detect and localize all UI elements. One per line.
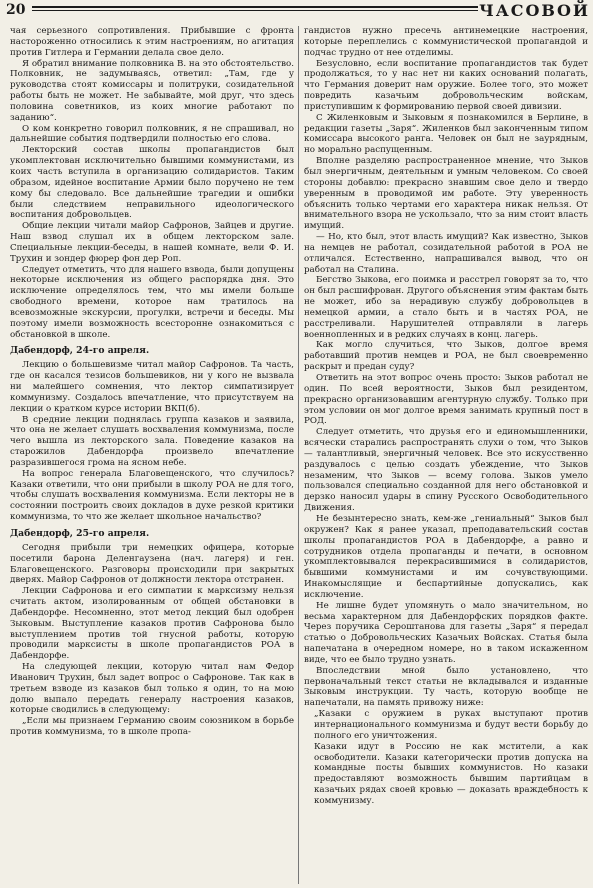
journal-title: ЧАСОВОЙ [479,1,590,20]
diary-date-heading: Дабендорф, 24-го апреля. [10,345,150,357]
paragraph: гандистов нужно пресечь антинемецкие настроения, которые переплелись с коммунистической пропагандой и подчас трудно от нее отделимы. [304,26,588,58]
diary-date-heading: Дабендорф, 25-го апреля. [10,527,150,539]
paragraph: Общие лекции читали майор Сафронов, Зайцев и другие. Наш взвод слушал их в общем лекторском зале. Специальные лекции-беседы, в нашей комнате, вели Ф. И. Трухин и зондер фюрер фон дер Роп. [10,221,294,264]
paragraph: Следует отметить, что для нашего взвода, были допущены некоторые исключения из общего распорядка дня. Это исключение определялось тем, что мы имели больше свободного времени, которое нам тратилось на всевозможные экскурсии, прогулки, встречи и беседы. Мы поэтому имели возможность всесторонне ознакомиться с обстановкой в школе. [10,264,294,340]
paragraph: Бегство Зыкова, его поимка и расстрел говорят за то, что он был расшифрован. Другого объяснения этим фактам быть не может, ибо за нерадивую службу добровольцев в немецкой армии, а стало быть и в частях РОА, не расстреливали. Нарушителей отправляли в лагерь военнопленных и в редких случаях в конц. лагерь. [304,275,588,340]
paragraph: Ответить на этот вопрос очень просто: Зыков работал не один. По всей вероятности, Зыков был резидентом, прекрасно организовавшим агентурную службу. Только при этом условии он мог долгое время занимать крупный пост в РОД. [304,373,588,427]
paragraph: Сегодня прибыли три немецких офицера, которые посетили барона Деленгаузена (нач. лагеря) и ген. Благовещенского. Разговоры происходили при закрытых дверях. Майор Сафронов от должности лектора отстранен. [10,542,294,586]
paragraph: Следует отметить, что друзья его и единомышленники, всячески старались распространять слухи о том, что Зыков — талантливый, энергичный человек. Все это искусственно раздувалось с целью создать убеждение, что Зыков незаменим, что Зыков — всему голова. Зыков умело пользовался специально созданной для него обстановкой и дерзко наносил удары в спину Русского Освободительного Движения. [304,427,588,514]
left-column [10,26,294,886]
paragraph: Впоследствии мной было установлено, что первоначальный текст статьи не вкладывался и изданные Зыковым инструкции. Ту часть, которую вообще не напечатали, на память привожу ниже: [304,665,588,709]
paragraph: Не безынтересно знать, кем-же „гениальный“ Зыков был окружен? Как я ранее указал, преподавательский состав школы пропагандистов РОА в Дабендорфе, а равно и сотрудников отдела пропаганды и печати, в основном укомплектовывался перекрасившимися в солидаристов, бывшими коммунистами и им сочувствующими. Инакомыслящие и беспартийные допускались, как исключение. [304,513,588,600]
right-column [304,26,588,886]
paragraph: Лекторский состав школы пропагандистов был укомплектован исключительно бывшими коммунистами, из коих часть вступила в организацию солидаристов. Таким образом, идейное воспитание Армии было поручено не тем кому бы следовало. Все дальнейшие трагедии и ошибки были следствием неправильного идеологического воспитания добровольцев. [10,145,294,221]
paragraph: О ком конкретно говорил полковник, я не спрашивал, но дальнейшие события подтвердили полностью его слова. [10,123,294,145]
paragraph: Лекцию о большевизме читал майор Сафронов. Та часть, где он касался тезисов большевиков, ни у кого не вызвала ни малейшего сомнения, что лектор симпатизирует коммунизму. Создалось впечатление, что присутствуем на лекции о кратком курсе истории ВКП(б). [10,360,294,414]
paragraph: Не лишне будет упомянуть о мало значительном, но весьма характерном для Дабендорфских порядков факте. Через поручика Сероштанова для газеты „Заря“ я передал статью о Добровольческих Казачьих Войсках. Статья была напечатана в очередном номере, но в таком искаженном виде, что ее было трудно узнать. [304,600,588,665]
paragraph: В средние лекции поднялась группа казаков и заявила, что она не желает слушать восхваления коммунизма, после чего вышла из лекторского зала. Поведение казаков на старожилов Дабендорфа произвело впечатление разразившегося грома на ясном небе. [10,414,294,468]
page-number: 20 [6,2,26,18]
paragraph: Вполне разделяю распространенное мнение, что Зыков был энергичным, деятельным и умным человеком. Со своей стороны добавлю: прекрасно знавшим свое дело и твердо уверенным в проводимой им работе. Эту уверенность объяснить только чертами его характера никак нельзя. От внимательного взора не ускользало, что за ним стоит власть имущий. [304,156,588,232]
paragraph: С Жиленковым и Зыковым я познакомился в Берлине, в редакции газеты „Заря“. Жиленков был законченным типом комиссара высокого ранга. Человек он был не заурядным, но морально распущенным. [304,112,588,156]
paragraph: На вопрос генерала Благовещенского, что случилось? Казаки ответили, что они прибыли в школу РОА не для того, чтобы слушать восхваления коммунизма. Если лекторы не в состоянии построить своих докладов в духе резкой критики коммунизма, то что же желает школьное начальство? [10,468,294,523]
paragraph: Безусловно, если воспитание пропагандистов так будет продолжаться, то у нас нет ни каких оснований полагать, что Германия доверит нам оружие. Более того, это может повредить казачьим добровольческим войскам, приступившим к формированию первой своей дивизии. [304,58,588,112]
paragraph: Как могло случиться, что Зыков, долгое время работавший против немцев и РОА, не был своевременно раскрыт и предан суду? [304,340,588,373]
paragraph: — Но, кто был, этот власть имущий? Как известно, Зыков на немцев не работал, созидательной работой в РОА не отличался. Естественно, напрашивался вывод, что он работал на Сталина. [304,232,588,275]
page-header [6,0,590,20]
header-rule [32,6,478,11]
paragraph: На следующей лекции, которую читал нам Федор Иванович Трухин, был задет вопрос о Сафронове. Так как в третьем взводе из казаков был только я один, то на мою долю выпало передать генералу настроения казаков, которые сводились в следующему: [10,662,294,716]
column-divider [298,26,299,884]
quoted-paragraph: Казаки идут в Россию не как мстители, а как освободители. Казаки категорически против допуска на командные посты бывших коммунистов. Но казаки предоставляют возможность бывшим партийцам в казачьих рядах своей кровью — доказать враждебность к коммунизму. [314,741,588,806]
paragraph: Лекции Сафронова и его симпатии к марксизму нельзя считать актом, изолированным от общей обстановки в Дабендорфе. Несомненно, этот метод лекций был одобрен Зыковым. Выступление казаков против Сафронова было выступлением против той гнусной работы, которую проводили марксисты в школе пропагандистов РОА в Дабендорфе. [10,586,294,662]
paragraph: чая серьезного сопротивления. Прибывшие с фронта настороженно относились к этим настроениям, но агитация против Гитлера и Германии делала свое дело. [10,26,294,58]
paragraph: Я обратил внимание полковника В. на это обстоятельство. Полковник, не задумываясь, ответил: „Там, где у руководства стоят комиссары и политруки, созидательной работы быть не может. Не забывайте, мой друг, что здесь половина советников, из коих многие работают по заданию“. [10,58,294,123]
paragraph: „Если мы признаем Германию своим союзником в борьбе против коммунизма, то в школе пропа- [10,716,294,738]
quoted-paragraph: „Казаки с оружием в руках выступают против интернационального коммунизма и будут вести борьбу до полного его уничтожения. [314,709,588,741]
